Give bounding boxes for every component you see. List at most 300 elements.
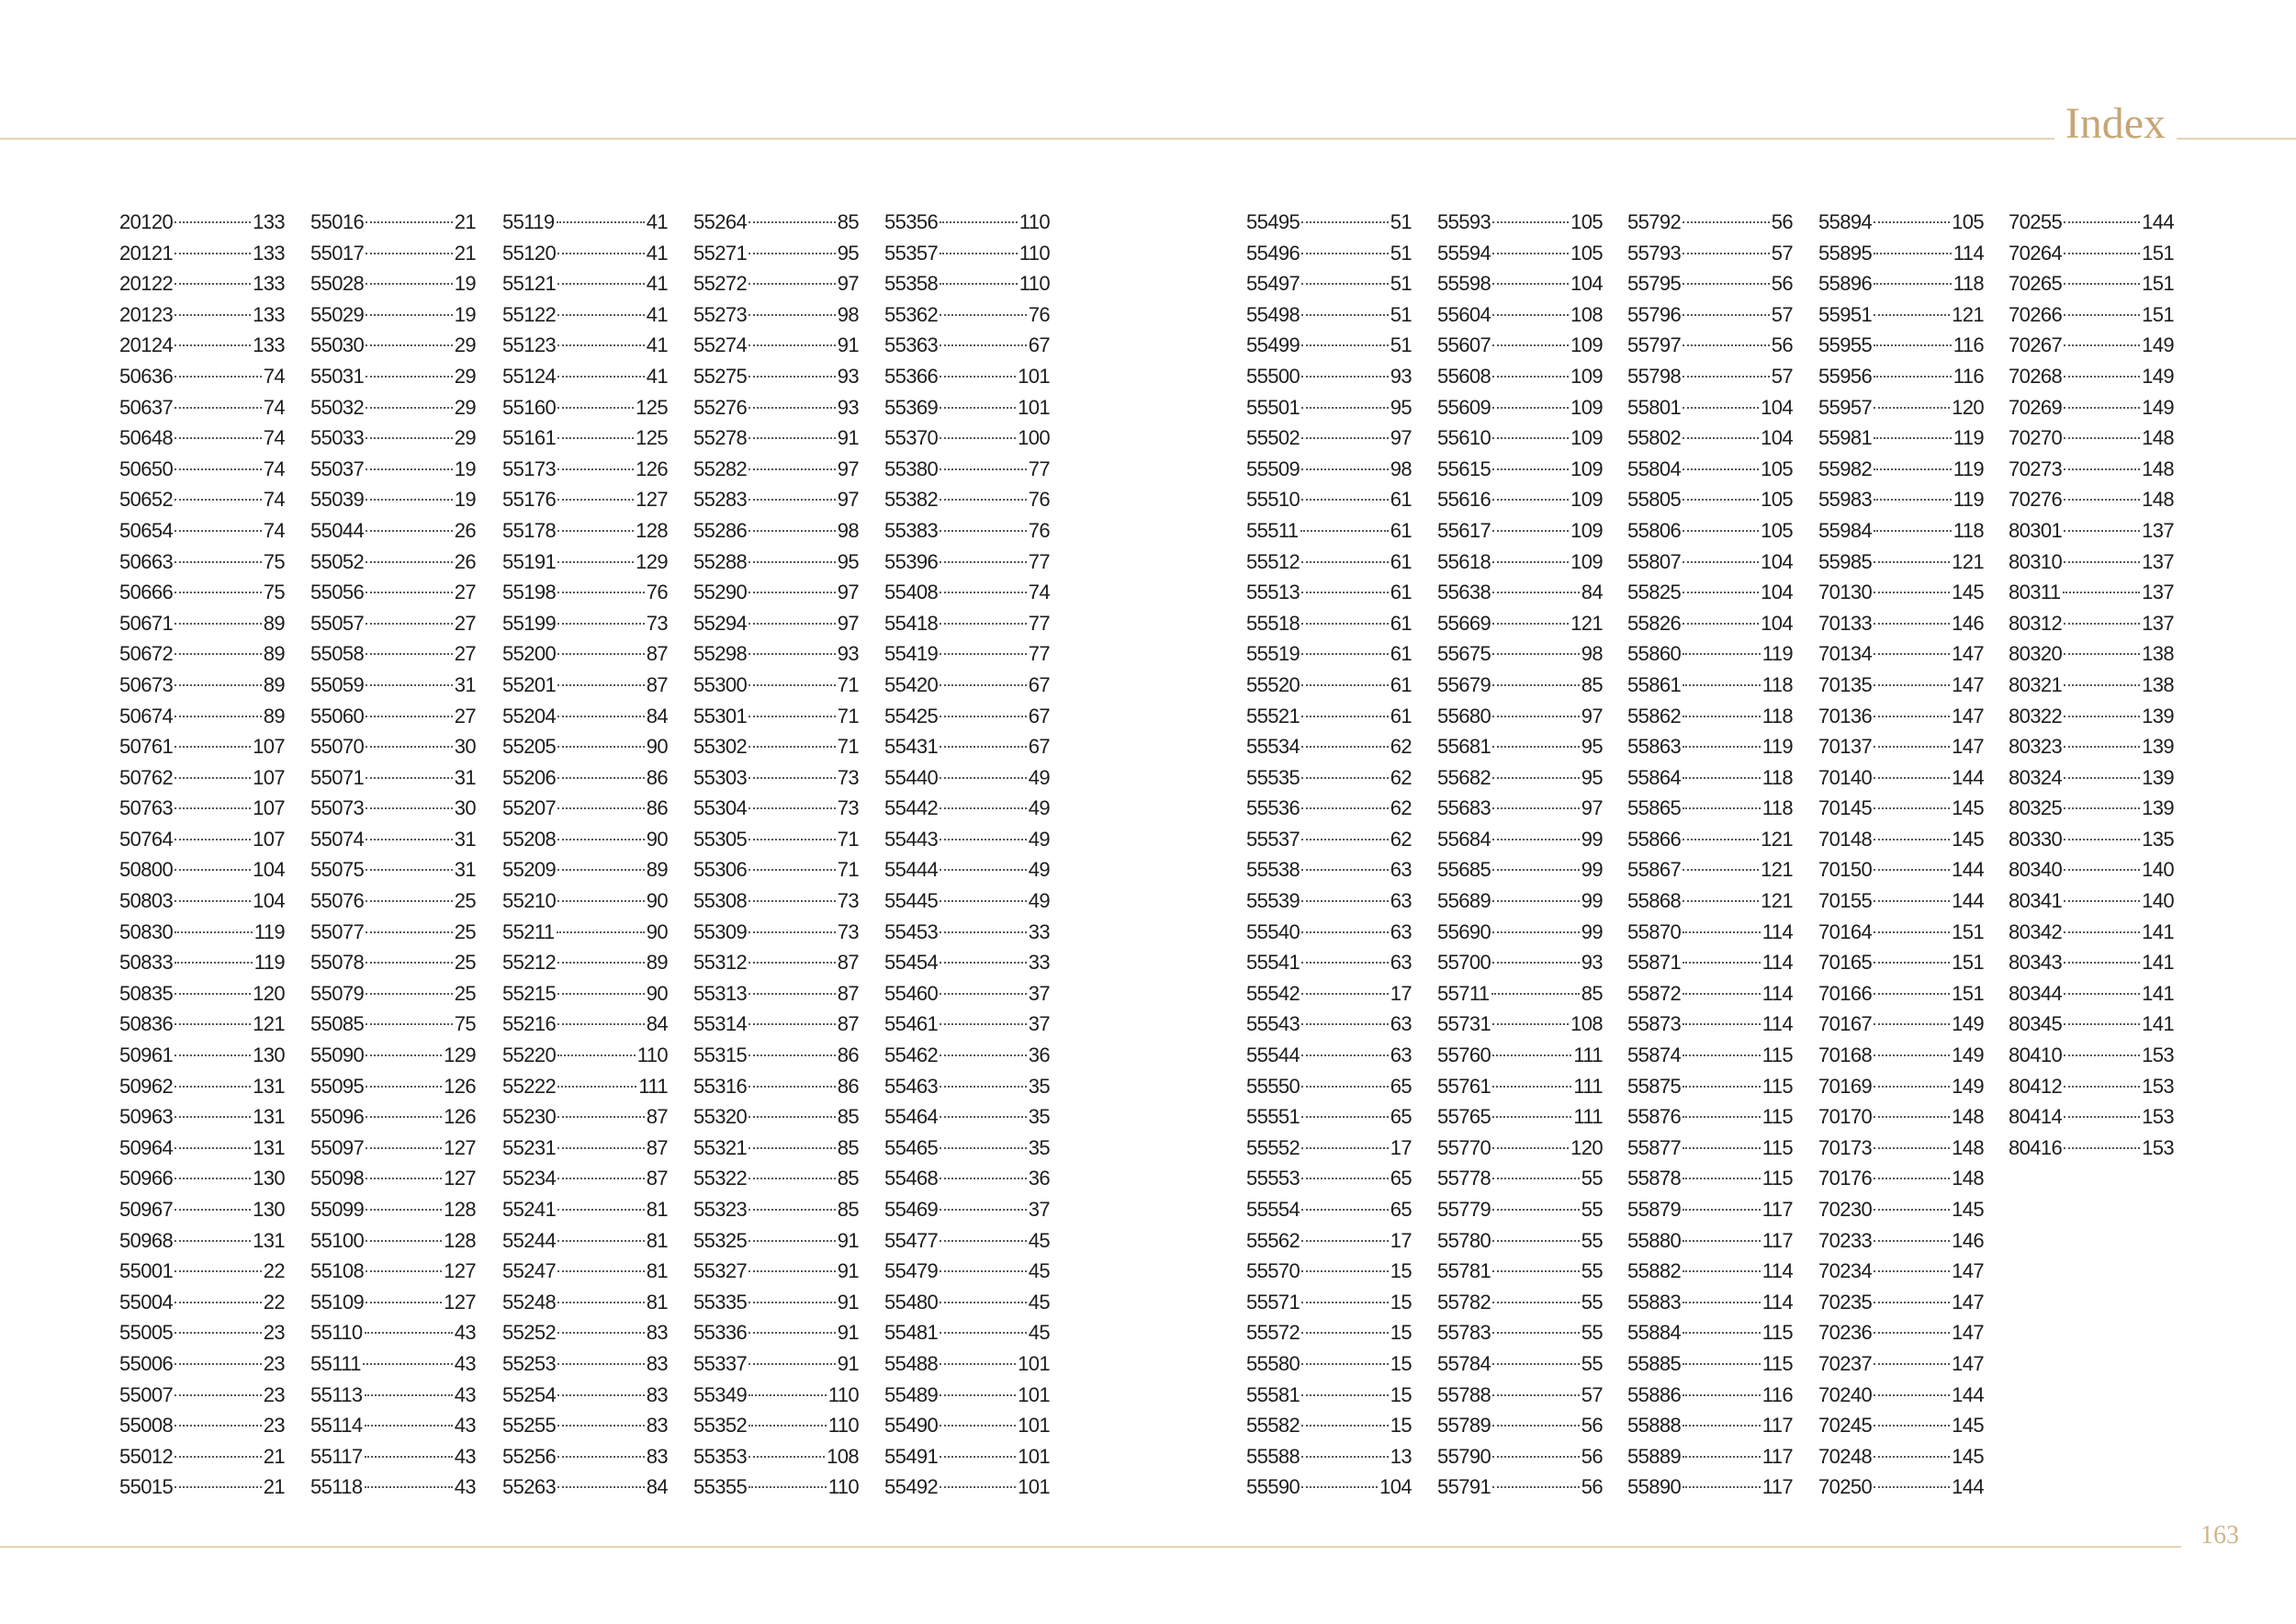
index-entry [1627,330,1793,361]
index-entry [2009,824,2174,855]
entry-page: 33 [1028,951,1050,975]
dot-leader [1683,623,1759,625]
entry-page: 97 [1581,796,1603,820]
entry-code: 55301 [693,704,748,727]
entry-code: 55353 [693,1444,748,1468]
header-rule [0,138,2296,140]
entry-code: 50650 [119,457,174,480]
index-entry [1246,701,1412,732]
entry-page: 121 [1761,827,1793,851]
entry-code: 80325 [2009,796,2063,820]
entry-page: 116 [1953,333,1984,357]
index-entry [310,1441,476,1472]
dot-leader [557,283,645,285]
dot-leader [1492,592,1580,593]
index-entry [693,854,859,885]
entry-page: 139 [2142,796,2174,820]
index-entry [1246,577,1412,608]
index-entry [1818,854,1984,885]
dot-leader [1874,931,1950,933]
dot-leader [366,499,453,501]
entry-page: 151 [1952,951,1984,975]
entry-page: 41 [646,333,668,357]
index-entry [1627,670,1793,701]
index-entry [119,1040,285,1071]
entry-code: 50672 [119,642,174,666]
dot-leader [1301,1394,1389,1396]
index-entry [1627,1348,1793,1380]
dot-leader [1492,1363,1580,1365]
index-entry [502,701,668,732]
index-entry [2009,577,2174,608]
entry-code: 55004 [119,1290,174,1314]
entry-page: 127 [444,1259,476,1283]
entry-code: 55097 [310,1135,365,1159]
entry-code: 55212 [502,951,557,975]
index-entry [693,299,859,331]
dot-leader [174,1178,251,1179]
index-entry [1627,1101,1793,1133]
dot-leader [1492,283,1569,285]
index-entry [1246,885,1412,917]
entry-code: 55468 [884,1167,939,1190]
entry-code: 55323 [693,1198,748,1221]
entry-page: 107 [253,827,285,851]
entry-page: 104 [1379,1475,1412,1499]
entry-page: 115 [1761,1167,1793,1190]
entry-code: 55864 [1627,765,1682,789]
entry-code: 55440 [884,765,939,789]
dot-leader [1492,869,1580,871]
dot-leader [1492,530,1569,532]
entry-code: 55502 [1246,426,1300,450]
entry-code: 55352 [693,1414,748,1438]
entry-code: 55108 [310,1259,365,1283]
entry-page: 117 [1761,1228,1793,1252]
dot-leader [2064,777,2140,779]
entry-code: 50671 [119,611,174,635]
dot-leader [1492,1209,1580,1211]
dot-leader [557,1116,645,1118]
entry-code: 55420 [884,672,939,696]
entry-page: 129 [636,549,668,573]
dot-leader [557,653,645,655]
index-entry [1246,1163,1412,1194]
index-entry [1627,793,1793,824]
dot-leader [2064,993,2140,995]
dot-leader [1301,344,1389,346]
entry-page: 51 [1390,272,1412,296]
dot-leader [748,807,836,809]
index-entry [884,1256,1050,1287]
index-entry [502,1194,668,1225]
entry-page: 17 [1390,1135,1412,1159]
entry-code: 55057 [310,611,365,635]
entry-code: 55199 [502,611,557,635]
entry-code: 70150 [1818,858,1873,882]
index-entry [1246,268,1412,299]
entry-page: 115 [1761,1351,1793,1375]
dot-leader [1492,253,1569,254]
entry-code: 55792 [1627,210,1682,233]
entry-page: 104 [1570,272,1603,296]
index-entry [1437,1348,1603,1380]
dot-leader [1683,1240,1761,1242]
dot-leader [174,592,262,593]
dot-leader [1874,1178,1950,1179]
dot-leader [1683,1302,1761,1303]
dot-leader [2064,314,2140,316]
entry-page: 128 [444,1228,476,1252]
entry-code: 70230 [1818,1198,1873,1221]
entry-page: 114 [1761,1259,1793,1283]
entry-code: 55273 [693,302,748,326]
index-entry [693,1040,859,1071]
entry-page: 41 [646,364,668,388]
dot-leader [940,962,1027,964]
entry-code: 55984 [1818,518,1873,542]
entry-code: 55349 [693,1382,748,1406]
dot-leader [1683,561,1759,563]
entry-code: 55878 [1627,1167,1682,1190]
entry-page: 90 [646,981,668,1005]
index-entry [1818,701,1984,732]
entry-code: 55122 [502,302,557,326]
entry-page: 133 [253,210,285,233]
entry-code: 55298 [693,642,748,666]
entry-page: 144 [1952,889,1984,913]
entry-page: 55 [1581,1321,1603,1345]
dot-leader [1301,900,1389,902]
entry-code: 55309 [693,919,748,943]
entry-code: 55879 [1627,1198,1682,1221]
dot-leader [1683,407,1759,409]
index-entry [1627,577,1793,608]
index-entry [310,361,476,392]
entry-page: 91 [837,426,859,450]
entry-code: 55271 [693,241,748,265]
dot-leader [940,1270,1027,1272]
index-entry [119,1472,285,1503]
index-entry [502,1410,668,1441]
entry-code: 55461 [884,1012,939,1036]
index-entry [1437,638,1603,670]
index-entry [1818,423,1984,454]
index-entry [1627,1163,1793,1194]
entry-page: 140 [2142,858,2174,882]
entry-page: 148 [2142,457,2174,480]
index-entry [884,978,1050,1009]
dot-leader [1301,376,1389,378]
index-entry [1437,515,1603,547]
entry-code: 80321 [2009,672,2063,696]
entry-page: 55 [1581,1167,1603,1190]
index-entry [693,608,859,639]
entry-page: 27 [454,704,476,727]
entry-code: 55983 [1818,488,1873,512]
entry-page: 84 [646,1012,668,1036]
entry-code: 55492 [884,1475,939,1499]
entry-code: 80340 [2009,858,2063,882]
index-entry [693,1472,859,1503]
dot-leader [1874,777,1950,779]
entry-code: 55876 [1627,1105,1682,1129]
entry-page: 21 [454,210,476,233]
index-entry [502,392,668,423]
index-column [884,207,1050,1503]
entry-page: 121 [1570,611,1603,635]
entry-code: 55460 [884,981,939,1005]
index-entry [1246,1380,1412,1411]
index-entry [1437,793,1603,824]
entry-code: 70268 [2009,364,2063,388]
entry-page: 87 [646,1135,668,1159]
dot-leader [174,499,262,501]
entry-page: 149 [2142,333,2174,357]
entry-page: 119 [1761,642,1793,666]
entry-code: 55481 [884,1321,939,1345]
index-entry [1818,978,1984,1009]
dot-leader [1301,561,1389,563]
index-entry [1818,917,1984,948]
entry-code: 55896 [1818,272,1873,296]
entry-page: 43 [454,1351,476,1375]
index-entry [2009,1071,2174,1102]
entry-page: 84 [646,704,668,727]
entry-page: 30 [454,735,476,759]
entry-page: 71 [837,735,859,759]
dot-leader [748,344,836,346]
entry-code: 70133 [1818,611,1873,635]
entry-code: 55248 [502,1290,557,1314]
entry-page: 144 [1952,1475,1984,1499]
dot-leader [1683,1086,1761,1088]
entry-code: 55313 [693,981,748,1005]
dot-leader [748,1116,836,1118]
entry-code: 70130 [1818,581,1873,604]
dot-leader [940,1394,1016,1396]
entry-code: 55220 [502,1043,557,1067]
entry-page: 115 [1761,1043,1793,1067]
entry-code: 55176 [502,488,557,512]
dot-leader [1301,777,1389,779]
entry-code: 55274 [693,333,748,357]
entry-code: 55114 [310,1414,363,1438]
dot-leader [1492,653,1580,655]
dot-leader [1301,499,1389,501]
entry-page: 85 [1581,672,1603,696]
entry-page: 118 [1761,765,1793,789]
entry-code: 55098 [310,1167,365,1190]
entry-code: 55802 [1627,426,1682,450]
entry-page: 104 [1761,426,1793,450]
entry-page: 151 [2142,272,2174,296]
dot-leader [366,1209,442,1211]
entry-page: 67 [1028,672,1050,696]
dot-leader [1874,807,1950,809]
dot-leader [366,1023,453,1025]
entry-code: 55327 [693,1259,748,1283]
entry-code: 80414 [2009,1105,2063,1129]
dot-leader [748,1363,836,1365]
index-entry [119,824,285,855]
entry-page: 133 [253,241,285,265]
index-entry [1818,299,1984,331]
index-entry [1627,1040,1793,1071]
dot-leader [1683,592,1759,593]
dot-leader [1301,1270,1389,1272]
index-entry [884,731,1050,762]
entry-code: 70265 [2009,272,2063,296]
entry-code: 55241 [502,1198,557,1221]
entry-code: 55211 [502,919,555,943]
entry-page: 109 [1570,457,1603,480]
index-entry [693,515,859,547]
entry-page: 63 [1390,1043,1412,1067]
index-entry [119,885,285,917]
index-entry [1627,1472,1793,1503]
entry-page: 104 [1761,581,1793,604]
entry-code: 55253 [502,1351,557,1375]
entry-page: 95 [837,549,859,573]
dot-leader [1301,407,1389,409]
index-entry [1627,268,1793,299]
entry-code: 80343 [2009,951,2063,975]
entry-page: 137 [2142,549,2174,573]
entry-code: 70170 [1818,1105,1873,1129]
entry-code: 55509 [1246,457,1300,480]
dot-leader [940,1086,1027,1088]
dot-leader [940,468,1027,470]
dot-leader [1874,437,1952,439]
dot-leader [174,869,251,871]
index-entry [1437,1287,1603,1318]
dot-leader [366,1302,442,1303]
entry-code: 55682 [1437,765,1491,789]
entry-page: 95 [837,241,859,265]
dot-leader [366,1147,442,1149]
dot-leader [1683,1425,1761,1427]
index-entry [2009,978,2174,1009]
entry-code: 55521 [1246,704,1300,727]
index-entry [310,1071,476,1102]
entry-code: 55302 [693,735,748,759]
entry-code: 55017 [310,241,365,265]
entry-page: 147 [1952,1321,1984,1345]
entry-page: 111 [638,1074,668,1098]
index-entry [310,454,476,485]
index-entry [310,1410,476,1441]
entry-page: 114 [1761,1012,1793,1036]
dot-leader [1874,1486,1950,1488]
index-entry [310,978,476,1009]
dot-leader [748,1240,836,1242]
index-entry [693,917,859,948]
index-entry [1818,1071,1984,1102]
entry-code: 55382 [884,488,939,512]
entry-code: 55369 [884,395,939,419]
dot-leader [1683,1116,1761,1118]
index-entry [884,1163,1050,1194]
dot-leader [940,993,1027,995]
dot-leader [1301,931,1389,933]
index-entry [310,1133,476,1164]
entry-page: 81 [646,1259,668,1283]
index-entry [1246,1348,1412,1380]
entry-page: 23 [263,1321,285,1345]
index-entry [310,330,476,361]
entry-code: 55060 [310,704,365,727]
entry-code: 55489 [884,1382,939,1406]
entry-code: 70145 [1818,796,1873,820]
dot-leader [174,1209,251,1211]
entry-code: 55554 [1246,1198,1300,1221]
entry-code: 55264 [693,210,748,233]
index-entry [1246,670,1412,701]
entry-code: 55885 [1627,1351,1682,1375]
index-entry [1818,947,1984,978]
dot-leader [940,1332,1027,1334]
index-entry [1818,670,1984,701]
index-entry [1818,1317,1984,1348]
entry-code: 55119 [502,210,555,233]
entry-code: 55073 [310,796,365,820]
entry-code: 55216 [502,1012,557,1036]
dot-leader [1492,931,1580,933]
index-entry [1627,978,1793,1009]
dot-leader [366,283,453,285]
entry-page: 148 [1952,1167,1984,1190]
entry-code: 55015 [119,1475,174,1499]
index-entry [310,638,476,670]
entry-page: 137 [2142,581,2174,604]
index-entry [2009,885,2174,917]
entry-code: 55680 [1437,704,1491,727]
index-entry [693,454,859,485]
dot-leader [1874,1147,1950,1149]
index-entry [1246,731,1412,762]
dot-leader [366,530,453,532]
entry-code: 55100 [310,1228,365,1252]
entry-page: 33 [1028,919,1050,943]
index-entry [1437,824,1603,855]
dot-leader [1301,807,1389,809]
index-entry [1437,1133,1603,1164]
entry-code: 55012 [119,1444,174,1468]
entry-code: 55370 [884,426,939,450]
index-entry [1246,762,1412,794]
entry-page: 98 [1390,457,1412,480]
entry-page: 74 [263,364,285,388]
entry-code: 55121 [502,272,557,296]
dot-leader [174,1023,251,1025]
entry-code: 55358 [884,272,939,296]
dot-leader [2064,962,2140,964]
entry-page: 27 [454,581,476,604]
dot-leader [940,1054,1027,1056]
entry-code: 55793 [1627,241,1682,265]
index-entry [502,824,668,855]
entry-page: 31 [454,858,476,882]
entry-code: 50961 [119,1043,174,1067]
dot-leader [1301,1456,1389,1458]
entry-code: 55888 [1627,1414,1682,1438]
entry-code: 55617 [1437,518,1491,542]
index-entry [310,1380,476,1411]
entry-code: 50966 [119,1167,174,1190]
index-entry [1627,608,1793,639]
entry-page: 145 [1952,1198,1984,1221]
